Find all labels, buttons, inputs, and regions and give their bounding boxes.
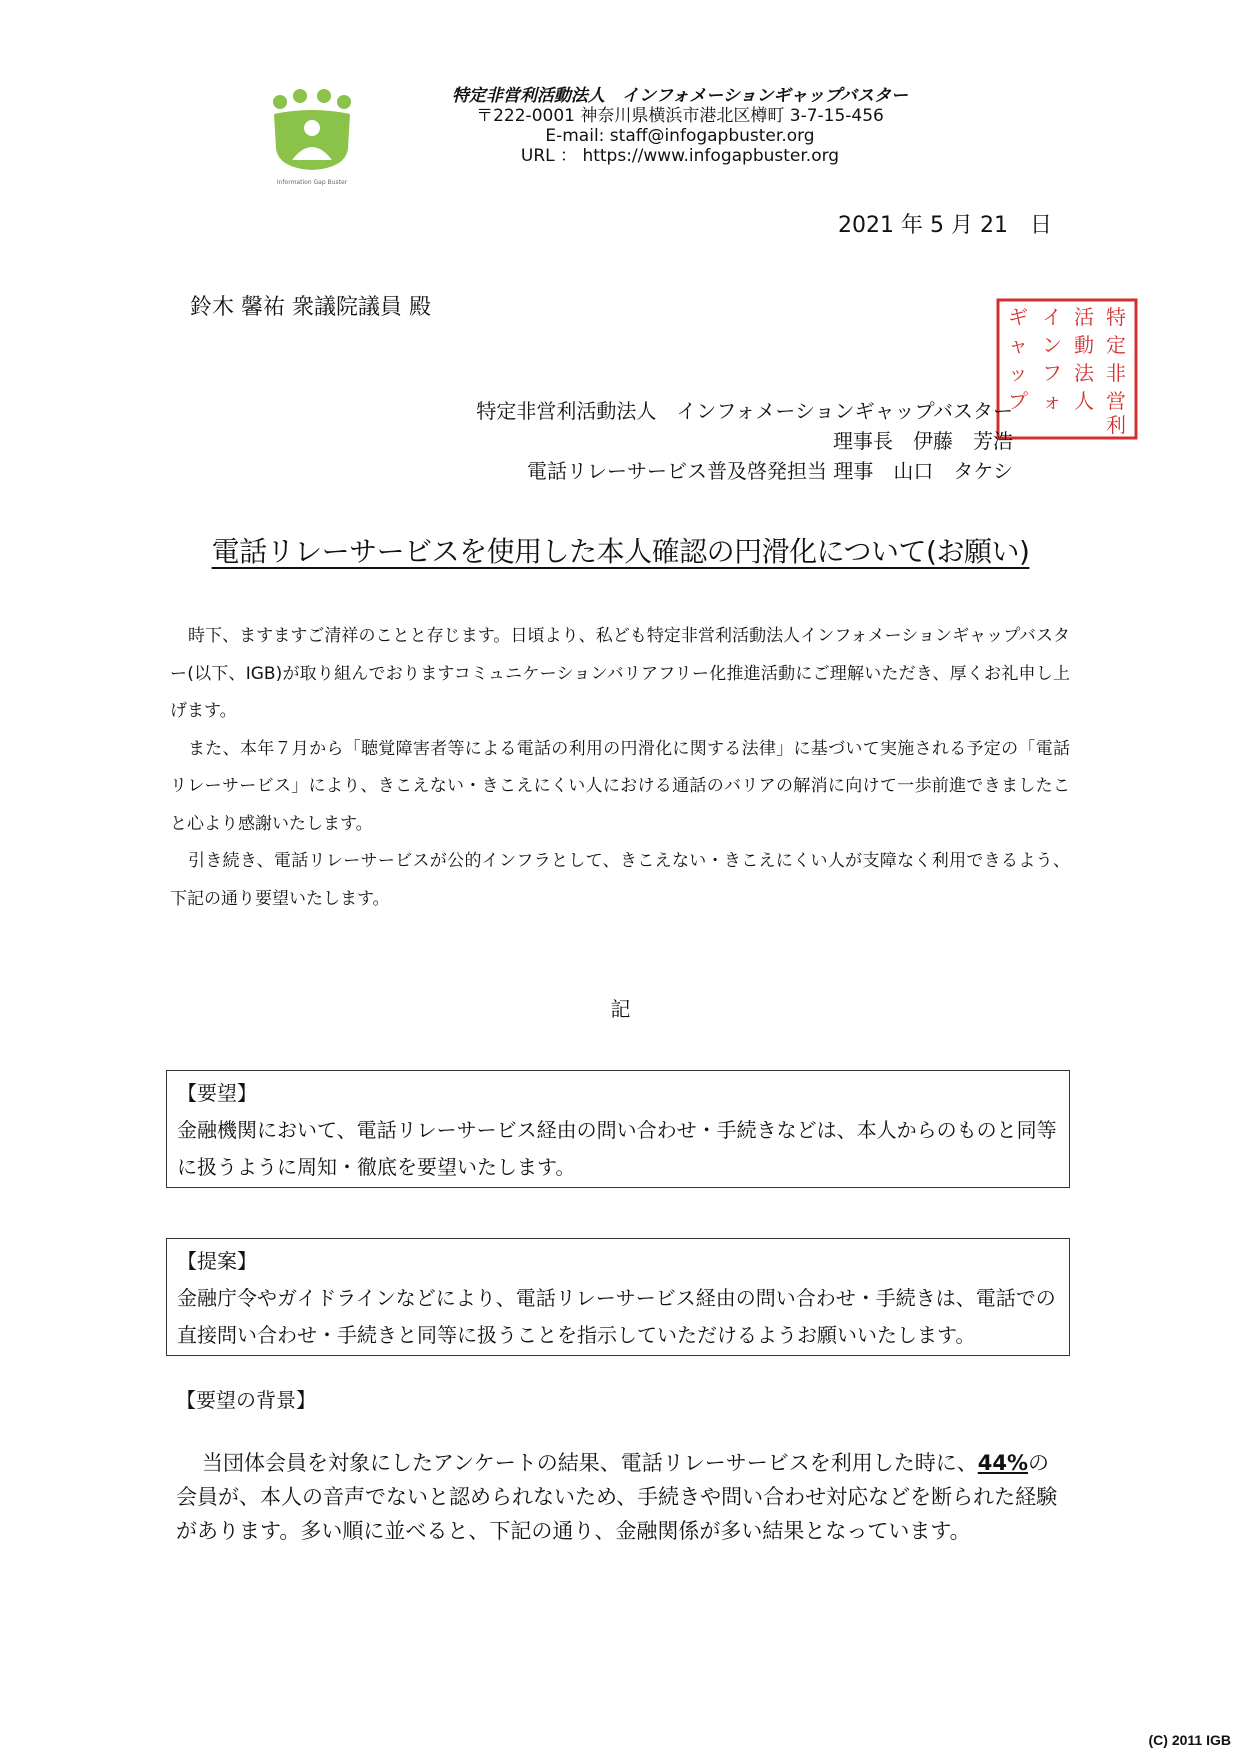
sender-director: 電話リレーサービス普及啓発担当 理事 山口 タケシ xyxy=(527,459,1013,483)
request-box xyxy=(166,1070,1070,1188)
request-heading: 【要望】 xyxy=(177,1081,257,1105)
seal-stamp xyxy=(994,296,1140,442)
letterhead xyxy=(400,86,960,166)
svg-text:ォ: ォ xyxy=(1042,389,1062,413)
body-paragraph-3: 引き続き、電話リレーサービスが公的インフラとして、きこえない・きこえにくい人が支障なく利用できるよう、下記の通り要望いたします。 xyxy=(170,851,1070,909)
background-text-before: 当団体会員を対象にしたアンケートの結果、電話リレーサービスを利用した時に、 xyxy=(202,1451,978,1475)
svg-text:ャ: ャ xyxy=(1008,333,1028,357)
background-heading: 【要望の背景】 xyxy=(176,1388,316,1412)
svg-text:ギ: ギ xyxy=(1008,305,1028,329)
sender-block xyxy=(476,396,1013,486)
body-paragraph-2: また、本年７月から「聴覚障害者等による電話の利用の円滑化に関する法律」に基づいて実施される予定の「電話リレーサービス」により、きこえない・きこえにくい人における通話のバリアの解消に向けて一歩前進できましたこと心より感謝いたします。 xyxy=(170,738,1070,834)
letterhead-url: URL ： https://www.infogapbuster.org xyxy=(520,146,840,166)
svg-text:プ: プ xyxy=(1008,389,1028,413)
proposal-heading: 【提案】 xyxy=(177,1249,257,1273)
background-body xyxy=(176,1446,1066,1548)
background-text-after: の会員が、本人の音声でないと認められないため、手続きや問い合わせ対応などを断られた経験があります。多い順に並べると、下記の通り、金融関係が多い結果となっています。 xyxy=(176,1451,1058,1543)
svg-text:フ: フ xyxy=(1042,361,1062,385)
request-text: 金融機関において、電話リレーサービス経由の問い合わせ・手続きなどは、本人からのものと同等に扱うように周知・徹底を要望いたします。 xyxy=(177,1118,1057,1179)
document-title-text: 電話リレーサービスを使用した本人確認の円滑化について(お願い) xyxy=(211,535,1030,568)
svg-text:イ: イ xyxy=(1042,305,1062,329)
svg-text:Information Gap Buster: Information Gap Buster xyxy=(276,179,348,186)
background-percentage: 44% xyxy=(977,1451,1029,1475)
ki-marker: 記 xyxy=(610,997,631,1021)
svg-text:非: 非 xyxy=(1106,361,1126,385)
organization-logo xyxy=(268,88,356,188)
svg-text:ン: ン xyxy=(1042,333,1062,357)
svg-text:定: 定 xyxy=(1106,333,1126,357)
svg-text:人: 人 xyxy=(1074,389,1094,413)
svg-text:活: 活 xyxy=(1074,305,1094,329)
letterhead-address: 〒222-0001 神奈川県横浜市港北区樽町 3-7-15-456 xyxy=(476,106,884,126)
svg-text:特: 特 xyxy=(1106,305,1126,329)
background-paragraph xyxy=(176,1446,1066,1548)
copyright-notice: (C) 2011 IGB xyxy=(1148,1732,1231,1748)
document-title xyxy=(0,530,1241,570)
proposal-box xyxy=(166,1238,1070,1356)
svg-text:利: 利 xyxy=(1106,413,1126,437)
recipient: 鈴木 馨祐 衆議院議員 殿 xyxy=(190,295,431,320)
svg-text:ッ: ッ xyxy=(1008,361,1028,385)
svg-text:法: 法 xyxy=(1074,361,1094,385)
svg-text:動: 動 xyxy=(1074,333,1094,357)
svg-text:営: 営 xyxy=(1106,389,1126,413)
letterhead-email: E-mail: staff@infogapbuster.org xyxy=(545,126,815,146)
letter-body xyxy=(170,618,1070,918)
letter-date: 2021 年 5 月 21 日 xyxy=(838,213,1052,238)
body-paragraph-1: 時下、ますますご清祥のことと存じます。日頃より、私ども特定非営利活動法人インフォメーションギャップバスター(以下、IGB)が取り組んでおりますコミュニケーションバリアフリー化推進活動にご理解いただき、厚くお礼申し上げます。 xyxy=(170,626,1070,721)
proposal-text: 金融庁令やガイドラインなどにより、電話リレーサービス経由の問い合わせ・手続きは、電話での直接問い合わせ・手続きと同等に扱うことを指示していただけるようお願いいたします。 xyxy=(177,1286,1056,1347)
letterhead-org-name: 特定非営利活動法人 インフォメーションギャップバスター xyxy=(451,86,909,106)
sender-org: 特定非営利活動法人 インフォメーションギャップバスター xyxy=(476,399,1013,423)
sender-chairman: 理事長 伊藤 芳浩 xyxy=(833,429,1013,453)
